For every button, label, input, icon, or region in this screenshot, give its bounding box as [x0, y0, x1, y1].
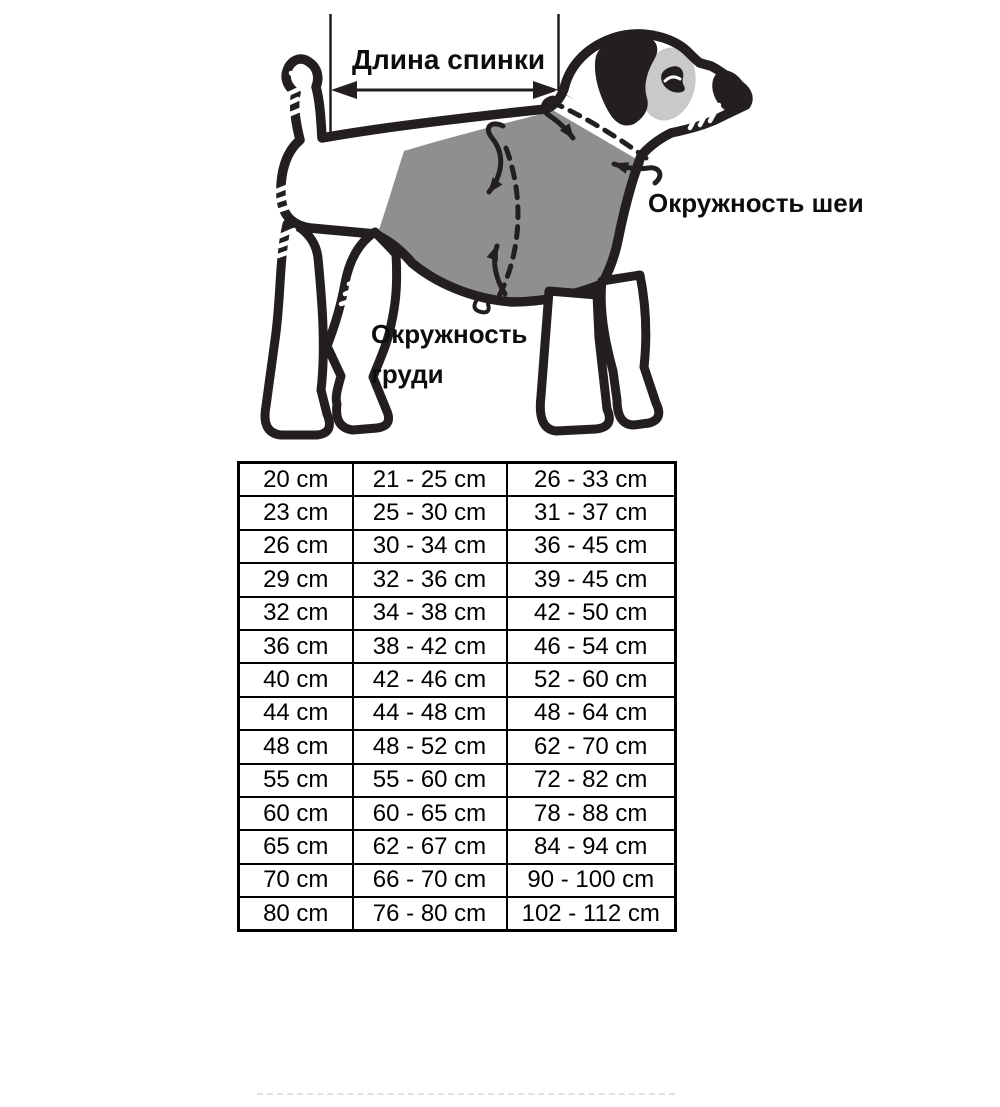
size-cell: 78 - 88 cm [507, 797, 676, 830]
chest-girth-label [371, 314, 527, 394]
table-row [239, 563, 676, 596]
size-cell: 21 - 25 cm [353, 463, 507, 497]
size-cell: 29 cm [239, 563, 353, 596]
back-length-label: Длина спинки [352, 44, 546, 75]
size-cell: 76 - 80 cm [353, 897, 507, 931]
table-row [239, 730, 676, 763]
size-cell: 32 - 36 cm [353, 563, 507, 596]
size-cell: 40 cm [239, 663, 353, 696]
size-cell: 102 - 112 cm [507, 897, 676, 931]
table-row [239, 830, 676, 863]
size-cell: 36 cm [239, 630, 353, 663]
size-cell: 44 cm [239, 697, 353, 730]
table-row [239, 663, 676, 696]
size-cell: 52 - 60 cm [507, 663, 676, 696]
chest-girth-label-line2: груди [371, 359, 444, 389]
size-cell: 38 - 42 cm [353, 630, 507, 663]
size-cell: 48 - 64 cm [507, 697, 676, 730]
size-cell: 72 - 82 cm [507, 764, 676, 797]
size-cell: 90 - 100 cm [507, 864, 676, 897]
size-cell: 62 - 67 cm [353, 830, 507, 863]
front-leg-near [540, 291, 609, 431]
size-cell: 31 - 37 cm [507, 496, 676, 529]
table-row [239, 697, 676, 730]
dimension-arrowhead-left [331, 81, 357, 99]
size-cell: 23 cm [239, 496, 353, 529]
size-cell: 25 - 30 cm [353, 496, 507, 529]
size-cell: 70 cm [239, 864, 353, 897]
table-row [239, 897, 676, 931]
size-cell: 80 cm [239, 897, 353, 931]
size-table-body [239, 463, 676, 931]
table-row [239, 864, 676, 897]
size-cell: 60 cm [239, 797, 353, 830]
hind-leg-rear [265, 224, 329, 435]
neck-girth-label: Окружность шеи [648, 188, 864, 218]
size-table [237, 461, 677, 932]
size-cell: 55 - 60 cm [353, 764, 507, 797]
size-cell: 32 cm [239, 597, 353, 630]
table-row [239, 597, 676, 630]
size-cell: 36 - 45 cm [507, 530, 676, 563]
size-cell: 26 cm [239, 530, 353, 563]
cropped-line-artifact [257, 1093, 675, 1095]
size-cell: 39 - 45 cm [507, 563, 676, 596]
size-cell: 48 cm [239, 730, 353, 763]
table-row [239, 797, 676, 830]
size-cell: 65 cm [239, 830, 353, 863]
size-cell: 48 - 52 cm [353, 730, 507, 763]
size-cell: 42 - 50 cm [507, 597, 676, 630]
size-cell: 44 - 48 cm [353, 697, 507, 730]
size-cell: 20 cm [239, 463, 353, 497]
size-cell: 55 cm [239, 764, 353, 797]
table-row [239, 463, 676, 497]
table-row [239, 496, 676, 529]
size-cell: 34 - 38 cm [353, 597, 507, 630]
size-cell: 60 - 65 cm [353, 797, 507, 830]
chest-girth-label-line1: Окружность [371, 319, 528, 349]
size-cell: 30 - 34 cm [353, 530, 507, 563]
size-cell: 42 - 46 cm [353, 663, 507, 696]
size-cell: 46 - 54 cm [507, 630, 676, 663]
table-row [239, 630, 676, 663]
size-cell: 62 - 70 cm [507, 730, 676, 763]
table-row [239, 764, 676, 797]
size-cell: 66 - 70 cm [353, 864, 507, 897]
size-cell: 84 - 94 cm [507, 830, 676, 863]
table-row [239, 530, 676, 563]
size-cell: 26 - 33 cm [507, 463, 676, 497]
